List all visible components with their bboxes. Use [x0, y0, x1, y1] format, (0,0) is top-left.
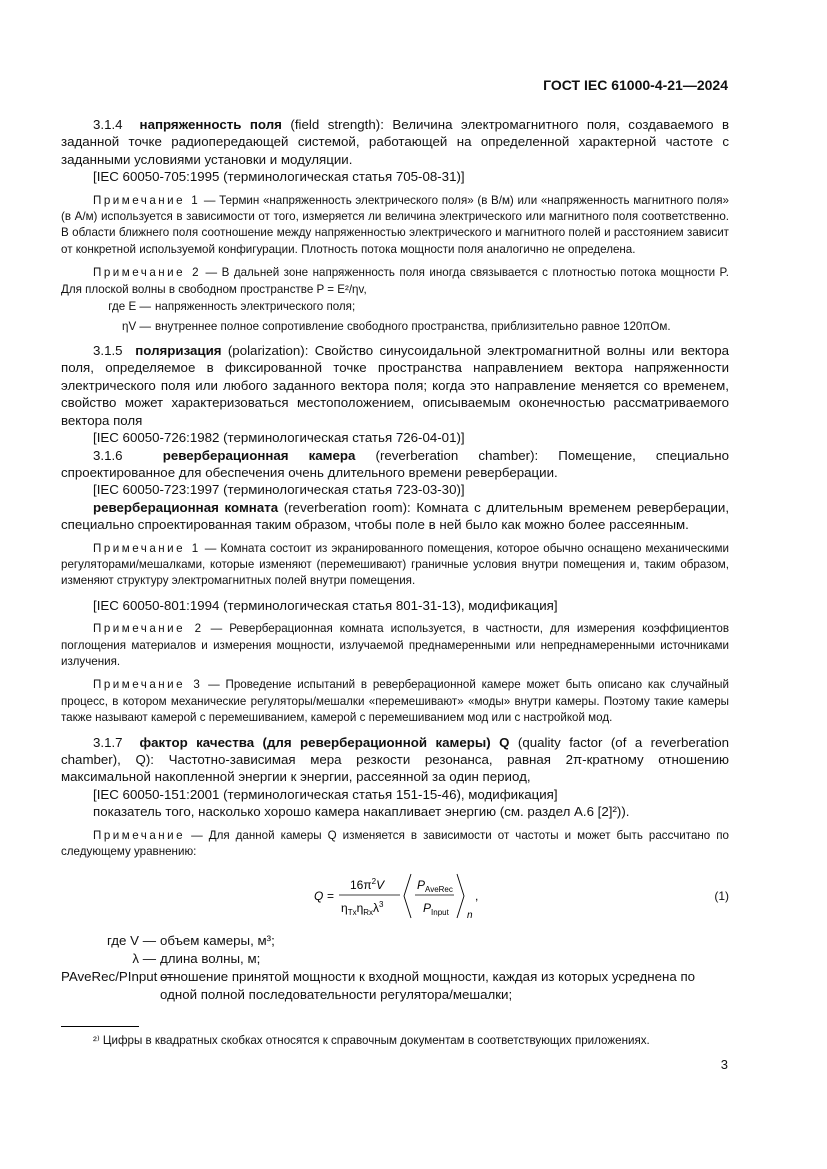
section-number: 3.1.4	[93, 117, 123, 132]
section-3-1-6	[61, 447, 729, 482]
section-3-1-7	[61, 734, 729, 786]
note: Примечание 1 — Термин «напряженность электрического поля» (в В/м) или «напряженность магнитного поля» (в А/м) используется в зависимости от того, измеряется ли величина электрического или магнитного поля соответственно. В области ближнего поля соотношение между напряженностью электрического и магнитного полей и расстоянием зависит от конкретной используемой конфигурации. Плотность потока мощности поля аналогично не определена.	[61, 193, 729, 256]
definition: Частотно-зависимая мера резкости резонанса, равная 2π-кратному отношению максимальной накопленной энергии к энергии, рассеянной за один период,	[61, 752, 730, 785]
svg-text:PInput: $P_{Input}$	[423, 901, 449, 918]
section-3-1-4	[61, 116, 729, 168]
definition: Свойство синусоидальной электромагнитной волны или вектора поля, определяемое в фиксированной точке пространства направлением вектора напряженности электрического поля или любого заданного вектора поля; когда это направление меняется со временем, свойство может характеризоваться местоположением, описываемым оконечностью рассматриваемого вектора поля	[61, 343, 729, 428]
term: фактор качества (для реверберационной камеры) Q	[139, 734, 510, 750]
note: Примечание 2 — Реверберационная комната используется, в частности, для измерения коэффициентов поглощения материалов и измерения мощности, излучаемой преднамеренными или непреднамеренными источниками излучения.	[61, 622, 729, 668]
svg-text:Q: Q	[314, 889, 324, 904]
extra-text: показатель того, насколько хорошо камера накапливает энергию (см. раздел А.6 [2]²)).	[93, 804, 630, 820]
svg-text:n: n	[467, 910, 473, 922]
term-en: (field strength):	[290, 117, 384, 132]
formula-q	[61, 866, 729, 926]
note: Примечание — Для данной камеры Q изменяется в зависимости от частоты и может быть рассчитано по следующему уравнению:	[61, 828, 729, 859]
definition: Величина электромагнитного поля, создаваемого в заданной точке радиопередающей системой, работающей на определенной характерной частоте с заданными условиями установки и модуляции.	[61, 117, 730, 167]
section-3-1-5	[61, 342, 729, 429]
term: поляризация	[135, 343, 222, 359]
term-en: (reverberation chamber):	[375, 447, 539, 463]
note: Примечание 3 — Проведение испытаний в реверберационной камере может быть описано как случайный процесс, в котором механические регуляторы/мешалки «перемешивают» «моды» внутри камеры. Поэтому такие камеры также называют камерой с перемешиванием, камерой с перемешиванием мод или с настройкой мод.	[61, 678, 729, 725]
section-number: 3.1.6	[93, 447, 123, 463]
formula-variables: где V — объем камеры, м³; λ — длина волны, м; PAveRec/PInput — отношение принятой мощности к входной мощности, каждая из которых усреднена по одной полной последовательности регулятора/мешалки;	[61, 933, 696, 1003]
svg-text:ηTxηRxλ3: $\eta_{Tx}\eta_{Rx}\lambda^3$	[341, 900, 384, 918]
definition: Помещение, специально спроектированное для обеспечения очень длительного времени реверберации.	[61, 447, 730, 480]
term-en: (polarization):	[227, 343, 309, 359]
reference: [IEC 60050-801:1994 (терминологическая статья 801-31-13), модификация]	[93, 597, 558, 613]
where-list: где E — напряженность электрического поля; ηV — внутреннее полное сопротивление свободного пространства, приблизительно равное 120πОм.	[108, 300, 671, 334]
reference: [IEC 60050-726:1982 (терминологическая статья 726-04-01)]	[93, 430, 465, 446]
footnote: ²⁾ Цифры в квадратных скобках относятся к справочным документам в соответствующих приложениях.	[93, 1034, 650, 1047]
formula-number: (1)	[714, 889, 729, 904]
formula-graphic	[61, 866, 729, 926]
svg-text:=: =	[327, 889, 335, 904]
reference: [IEC 60050-705:1995 (терминологическая статья 705-08-31)]	[93, 169, 465, 185]
term-en: (quality factor (of a reverberation chamber), Q):	[61, 734, 730, 767]
page-content	[61, 116, 729, 1004]
page-number: 3	[720, 1057, 728, 1072]
alt-term: реверберационная комната (reverberation room): Комната с длительным временем реверберации, специально спроектированная таким образом, чтобы поле в ней было как можно более рассеянным.	[61, 499, 730, 533]
header-standard: ГОСТ IEC 61000-4-21—2024	[543, 77, 728, 93]
svg-text:PAveRec: $P_{AveRec}$	[417, 878, 453, 895]
footnote-rule	[61, 1026, 139, 1027]
note: Примечание 1 — Комната состоит из экранированного помещения, которое обычно оснащено механическими регуляторами/мешалками, которые изменяют (перемешивают) граничные условия внутри помещения и, таким образом, изменяют структуру электромагнитных полей внутри помещения.	[61, 541, 729, 588]
section-number: 3.1.7	[93, 734, 123, 750]
svg-text:,: ,	[475, 889, 479, 904]
reference: [IEC 60050-723:1997 (терминологическая статья 723-03-30)]	[93, 482, 465, 498]
reference: [IEC 60050-151:2001 (терминологическая статья 151-15-46), модификация]	[93, 786, 558, 802]
section-number: 3.1.5	[93, 343, 123, 359]
term: напряженность поля	[139, 117, 282, 132]
svg-text:16π2V: $16\pi^2V$	[350, 877, 385, 893]
term: реверберационная камера	[162, 447, 356, 463]
note: Примечание 2 — В дальней зоне напряженность поля иногда связывается с плотностью потока мощности P. Для плоской волны в свободном пространстве P = E²/ηv,	[61, 266, 729, 296]
